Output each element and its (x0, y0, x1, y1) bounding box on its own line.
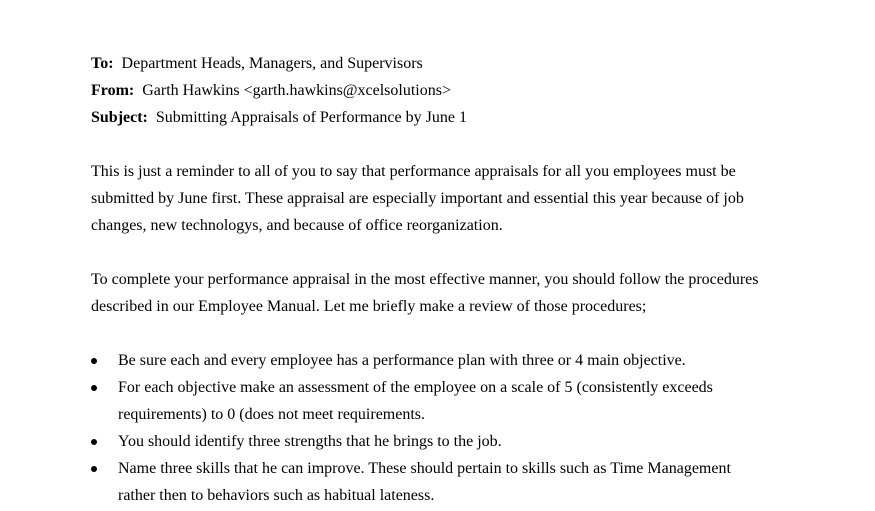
paragraph-reminder (91, 158, 811, 239)
memo-document (91, 50, 811, 509)
memo-from-value: Garth Hawkins <garth.hawkins@xcelsolutions> (142, 82, 451, 99)
paragraph-line: To complete your performance appraisal in the most effective manner, you should follow the procedures (91, 271, 759, 288)
list-item-text: rather then to behaviors such as habitual lateness. (118, 487, 435, 504)
paragraph-procedures (91, 266, 811, 320)
list-item-text: For each objective make an assessment of the employee on a scale of 5 (consistently exceeds (118, 379, 713, 396)
memo-to-label: To: (91, 55, 114, 72)
bullet-dot-icon (91, 385, 97, 391)
memo-subject-line (91, 104, 811, 131)
bullet-dot-icon (91, 466, 97, 472)
list-item (91, 374, 811, 428)
memo-to-value: Department Heads, Managers, and Supervisors (121, 55, 423, 72)
list-item (91, 455, 811, 509)
procedure-list (91, 347, 811, 509)
paragraph-line: described in our Employee Manual. Let me briefly make a review of those procedures; (91, 298, 647, 315)
list-item-text: You should identify three strengths that he brings to the job. (118, 433, 502, 450)
memo-to-line (91, 50, 811, 77)
paragraph-line: This is just a reminder to all of you to say that performance appraisals for all you employees must be (91, 163, 736, 180)
memo-subject-value: Submitting Appraisals of Performance by June 1 (155, 109, 467, 126)
paragraph-line: changes, new technologys, and because of office reorganization. (91, 217, 503, 234)
spacer (91, 131, 811, 158)
paragraph-line: submitted by June first. These appraisal are especially important and essential this year because of job (91, 190, 744, 207)
bullet-dot-icon (91, 358, 97, 364)
list-item-text: requirements) to 0 (does not meet requirements. (118, 406, 426, 423)
spacer (91, 239, 811, 266)
memo-subject-label: Subject: (91, 109, 148, 126)
bullet-dot-icon (91, 439, 97, 445)
spacer (91, 320, 811, 347)
list-item (91, 347, 811, 374)
list-item-text: Be sure each and every employee has a performance plan with three or 4 main objective. (118, 352, 686, 369)
memo-from-label: From: (91, 82, 135, 99)
list-item-text: Name three skills that he can improve. These should pertain to skills such as Time Management (118, 460, 731, 477)
memo-from-line (91, 77, 811, 104)
list-item (91, 428, 811, 455)
